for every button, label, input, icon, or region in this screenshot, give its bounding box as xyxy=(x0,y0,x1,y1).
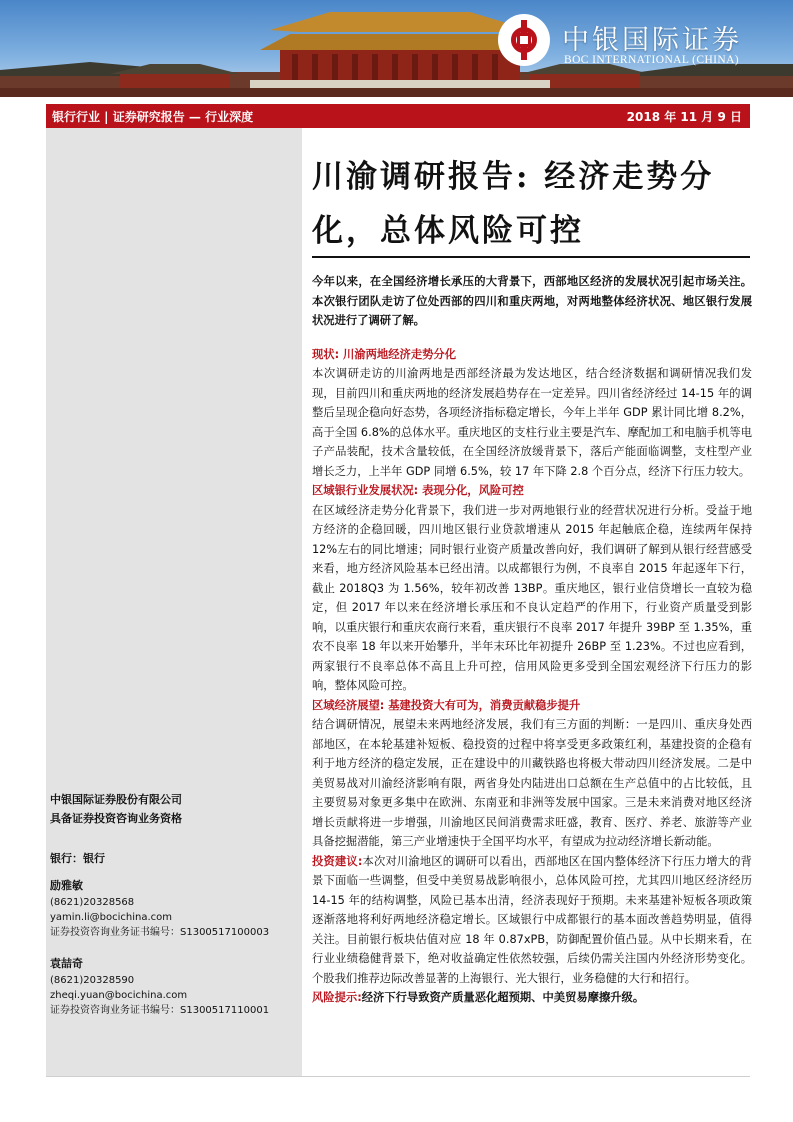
cert-number: S1300517100003 xyxy=(180,927,270,938)
section-text: 结合调研情况，展望未来两地经济发展，我们有三方面的判断：一是四川、重庆身处西部地区，在本轮基建补短板、稳投资的过程中将享受更多政策红利，基建投资的企稳有利于地方经济的稳定发展，正在建设中的川藏铁路也将极大带动四川经济发展。二是中美贸易战对川渝经济影响有限，两省身处内陆进出口总额在生产总值中的占比较低，且主要贸易对象更多集中在欧洲、东南亚和非洲等发展中国家。三是未来消费对地区经济增长贡献将进一步增强，川渝地区民间消费需求旺盛，教育、医疗、养老、旅游等产业具备挖掘潜能，第三产业增速快于全国平均水平，有望成为拉动经济增长新动能。 xyxy=(312,718,752,848)
cert-label: 证券投资咨询业务证书编号： xyxy=(50,927,180,938)
logo-chinese-name: 中银国际证券 xyxy=(562,25,742,56)
analyst-email[interactable]: yamin.li@bocichina.com xyxy=(50,912,172,923)
company-name: 中银国际证券股份有限公司 xyxy=(50,793,182,806)
intro-paragraph: 今年以来，在全国经济增长承压的大背景下，西部地区经济的发展状况引起市场关注。本次银行团队走访了位处西部的四川和重庆两地，对两地整体经济状况、地区银行发展状况进行了调研了解。 xyxy=(312,275,752,327)
company-qualification: 具备证券投资咨询业务资格 xyxy=(50,812,182,825)
section-text: 本次调研走访的川渝两地是西部经济最为发达地区，结合经济数据和调研情况我们发现，目前四川和重庆两地的经济发展趋势存在一定差异。四川省经济经过 14-15 年的调整后呈现企稳向好态势，各项经济指标稳定增长，今年上半年 GDP 累计同比增 8.2%，高于全国 6.8%的总体水平。重庆地区的支柱行业主要是汽车、摩配加工和电脑手机等电子产品装配，技术含量较低，在全国经济放缓背景下，落后产能面临调整，支柱型产业增长乏力，上半年 GDP 同增 6.5%，较 17 年下降 2.8 个百分点，经济下行压力较大。 xyxy=(312,367,752,478)
logo-english-name: BOC INTERNATIONAL (CHINA) xyxy=(564,54,740,66)
analyst-phone: (8621)20328568 xyxy=(50,897,135,908)
title-divider xyxy=(312,256,750,258)
section-heading: 区域银行业发展状况: 表现分化，风险可控 xyxy=(312,484,524,497)
section-heading: 区域经济展望: 基建投资大有可为，消费贡献稳步提升 xyxy=(312,698,581,712)
boc-emblem-icon xyxy=(498,14,550,66)
report-category: 银行行业 | 证券研究报告 — 行业深度 xyxy=(52,110,254,124)
advice-label: 投资建议: xyxy=(312,854,363,868)
header-banner xyxy=(0,0,793,100)
analyst-card xyxy=(50,876,269,940)
company-info xyxy=(50,790,182,828)
sidebar xyxy=(46,128,302,1076)
title-line-2: 化，总体风险可控 xyxy=(312,213,584,249)
analyst-email[interactable]: zheqi.yuan@bocichina.com xyxy=(50,990,188,1001)
analyst-name: 袁喆奇 xyxy=(50,957,83,970)
section-heading: 现状: 川渝两地经济走势分化 xyxy=(312,347,457,361)
advice-text: 本次对川渝地区的调研可以看出，西部地区在国内整体经济下行压力增大的背景下面临一些调整，但受中美贸易战影响很小，总体风险可控，尤其四川地区经济经历 14-15 年的结构调整，风险已基本出清，经济表现好于预期。未来基建补短板各项政策逐渐落地将利好两地经济稳定增长。区域银行中成都银行的基本面改善趋势明显，值得关注。目前银行板块估值对应 18 年 0.87xPB，防御配置价值凸显。从中长期来看，在行业业绩稳健背景下，绝对收益确定性依然较强，后续仍需关注国内外经济形势变化。个股我们推荐边际改善显著的上海银行、光大银行，业务稳健的大行和招行。 xyxy=(312,854,752,985)
title-line-1: 川渝调研报告: 经济走势分 xyxy=(312,159,715,195)
cert-label: 证券投资咨询业务证书编号： xyxy=(50,1005,180,1016)
footer-divider xyxy=(46,1076,750,1077)
boc-logo xyxy=(498,14,788,70)
analyst-card xyxy=(50,954,269,1018)
section-text: 在区域经济走势分化背景下，我们进一步对两地银行业的经营状况进行分析。受益于地方经济的企稳回暖，四川地区银行业贷款增速从 2015 年起触底企稳，连续两年保持 12%左右的同比增速；同时银行业资产质量改善向好，我们调研了解到从银行经营感受来看，地方经济风险基本已经出清。以成都银行为例，不良率自 2015 年起逐年下行，截止 2018Q3 为 1.56%，较年初改善 13BP。重庆地区，银行业信贷增长一直较为稳定，但 2017 年以来在经济增长承压和不良认定趋严的作用下，行业资产质量受到影响，以重庆银行和重庆农商行来看，重庆银行不良率 2017 年提升 39BP 至 1.35%，重农不良率 18 年以来开始攀升，半年末环比年初提升 26BP 至 1.23%。不过也应看到，两家银行不良率总体不高且上升可控，信用风险更多受到全国宏观经济下行压力的影响，整体风险可控。 xyxy=(312,503,752,692)
sector-label: 银行：银行 xyxy=(50,852,105,865)
analyst-cert xyxy=(50,925,269,940)
risk-warning xyxy=(312,988,752,1008)
analyst-phone: (8621)20328590 xyxy=(50,975,135,986)
risk-label: 风险提示: xyxy=(312,991,362,1004)
cert-number: S1300517110001 xyxy=(180,1005,270,1016)
analyst-name: 励雅敏 xyxy=(50,879,83,892)
category-bar xyxy=(46,104,750,128)
report-date: 2018 年 11 月 9 日 xyxy=(626,110,742,124)
risk-text: 经济下行导致资产质量恶化超预期、中美贸易摩擦升级。 xyxy=(361,991,645,1004)
investment-advice xyxy=(312,852,752,989)
page-title xyxy=(312,150,752,258)
analyst-cert xyxy=(50,1003,269,1018)
report-body xyxy=(312,272,752,1008)
